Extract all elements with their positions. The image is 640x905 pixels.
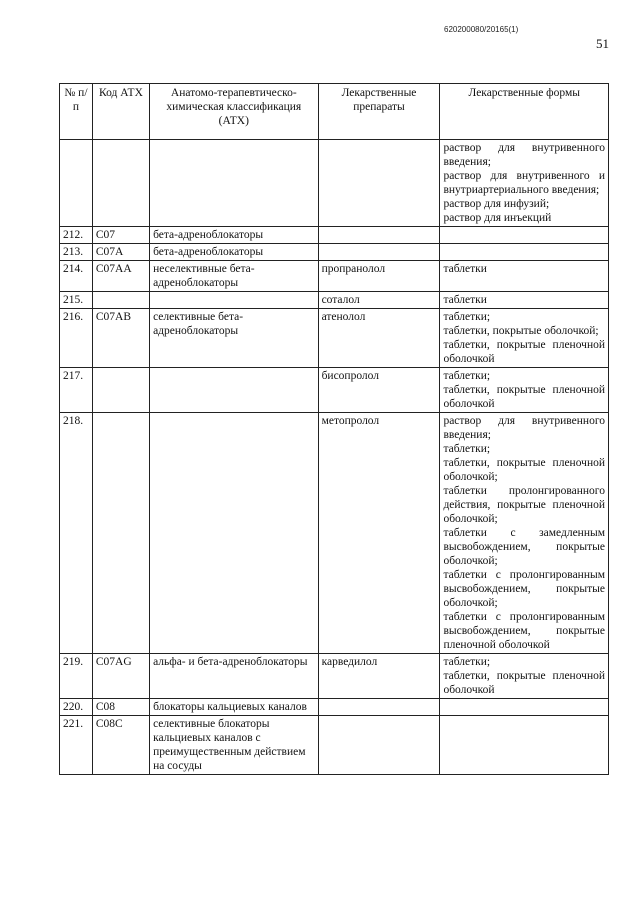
classification	[150, 140, 319, 227]
dosage-form: раствор для внутривенного введения;	[443, 415, 605, 441]
row-number: 212.	[60, 227, 93, 244]
header-forms: Лекарственные формы	[440, 84, 609, 140]
dosage-form: таблетки, покрытые оболочкой;	[443, 325, 599, 337]
atc-code	[92, 413, 149, 654]
classification: бета-адреноблокаторы	[150, 244, 319, 261]
atx-table	[59, 83, 609, 775]
drug-name	[318, 227, 440, 244]
dosage-form: раствор для инъекций	[443, 212, 552, 224]
drug-name	[318, 699, 440, 716]
dosage-forms	[440, 309, 609, 368]
classification: блокаторы кальциевых каналов	[150, 699, 319, 716]
dosage-form: таблетки;	[443, 370, 491, 382]
table-header-row	[60, 84, 609, 140]
dosage-forms	[440, 140, 609, 227]
row-number: 221.	[60, 716, 93, 775]
row-number: 219.	[60, 654, 93, 699]
dosage-form: таблетки пролонгированного действия, покрытые пленочной оболочкой;	[443, 485, 605, 525]
dosage-forms	[440, 227, 609, 244]
drug-name: соталол	[318, 292, 440, 309]
row-number: 218.	[60, 413, 93, 654]
drug-name	[318, 244, 440, 261]
drug-name	[318, 140, 440, 227]
atc-code: C07A	[92, 244, 149, 261]
dosage-form: раствор для внутривенного введения;	[443, 142, 605, 168]
classification	[150, 292, 319, 309]
row-number: 216.	[60, 309, 93, 368]
table-row	[60, 699, 609, 716]
dosage-form: таблетки, покрытые пленочной оболочкой	[443, 384, 605, 410]
classification: неселективные бета-адреноблокаторы	[150, 261, 319, 292]
table-row	[60, 368, 609, 413]
row-number: 213.	[60, 244, 93, 261]
atc-code: C07	[92, 227, 149, 244]
dosage-form: таблетки;	[443, 656, 491, 668]
row-number: 220.	[60, 699, 93, 716]
table-row	[60, 309, 609, 368]
drug-name	[318, 716, 440, 775]
table-row	[60, 413, 609, 654]
drug-name: пропранолол	[318, 261, 440, 292]
row-number: 217.	[60, 368, 93, 413]
classification: бета-адреноблокаторы	[150, 227, 319, 244]
classification: альфа- и бета-адреноблокаторы	[150, 654, 319, 699]
classification	[150, 368, 319, 413]
dosage-form: таблетки;	[443, 443, 491, 455]
dosage-form: таблетки	[443, 263, 487, 275]
table-row	[60, 227, 609, 244]
atc-code: C07AG	[92, 654, 149, 699]
drug-name: метопролол	[318, 413, 440, 654]
atc-code: C08	[92, 699, 149, 716]
classification: селективные блокаторы кальциевых каналов с преимущественным действием на сосуды	[150, 716, 319, 775]
drug-name: атенолол	[318, 309, 440, 368]
dosage-form: таблетки с пролонгированным высвобождением, покрытые пленочной оболочкой	[443, 611, 605, 651]
dosage-form: раствор для внутривенного и внутриартериального введения;	[443, 170, 605, 196]
dosage-form: раствор для инфузий;	[443, 198, 550, 210]
atc-code: C07AA	[92, 261, 149, 292]
atc-code	[92, 292, 149, 309]
dosage-form: таблетки, покрытые пленочной оболочкой	[443, 670, 605, 696]
dosage-forms	[440, 699, 609, 716]
header-code: Код АТХ	[92, 84, 149, 140]
row-number: 215.	[60, 292, 93, 309]
dosage-form: таблетки, покрытые пленочной оболочкой;	[443, 457, 605, 483]
atc-code: C07AB	[92, 309, 149, 368]
header-num: № п/п	[60, 84, 93, 140]
table-row	[60, 654, 609, 699]
dosage-form: таблетки с замедленным высвобождением, покрытые оболочкой;	[443, 527, 605, 567]
table-row	[60, 140, 609, 227]
table-row	[60, 716, 609, 775]
dosage-forms	[440, 244, 609, 261]
table-row	[60, 292, 609, 309]
dosage-forms	[440, 413, 609, 654]
dosage-form: таблетки;	[443, 311, 491, 323]
atc-code: C08C	[92, 716, 149, 775]
dosage-forms	[440, 716, 609, 775]
page-number: 51	[596, 36, 609, 51]
dosage-forms	[440, 292, 609, 309]
drug-name: карведилол	[318, 654, 440, 699]
atc-code	[92, 140, 149, 227]
table-row	[60, 244, 609, 261]
classification	[150, 413, 319, 654]
dosage-form: таблетки, покрытые пленочной оболочкой	[443, 339, 605, 365]
drug-name: бисопролол	[318, 368, 440, 413]
header-drugs: Лекарственные препараты	[318, 84, 440, 140]
row-number: 214.	[60, 261, 93, 292]
dosage-form: таблетки	[443, 294, 487, 306]
row-number	[60, 140, 93, 227]
document-id: 620200080/20165(1)	[444, 25, 519, 34]
table-row	[60, 261, 609, 292]
dosage-forms	[440, 654, 609, 699]
dosage-form: таблетки с пролонгированным высвобождением, покрытые оболочкой;	[443, 569, 605, 609]
dosage-forms	[440, 368, 609, 413]
dosage-forms	[440, 261, 609, 292]
classification: селективные бета-адреноблокаторы	[150, 309, 319, 368]
atc-code	[92, 368, 149, 413]
header-classification: Анатомо-терапевтическо-химическая классификация (АТХ)	[150, 84, 319, 140]
